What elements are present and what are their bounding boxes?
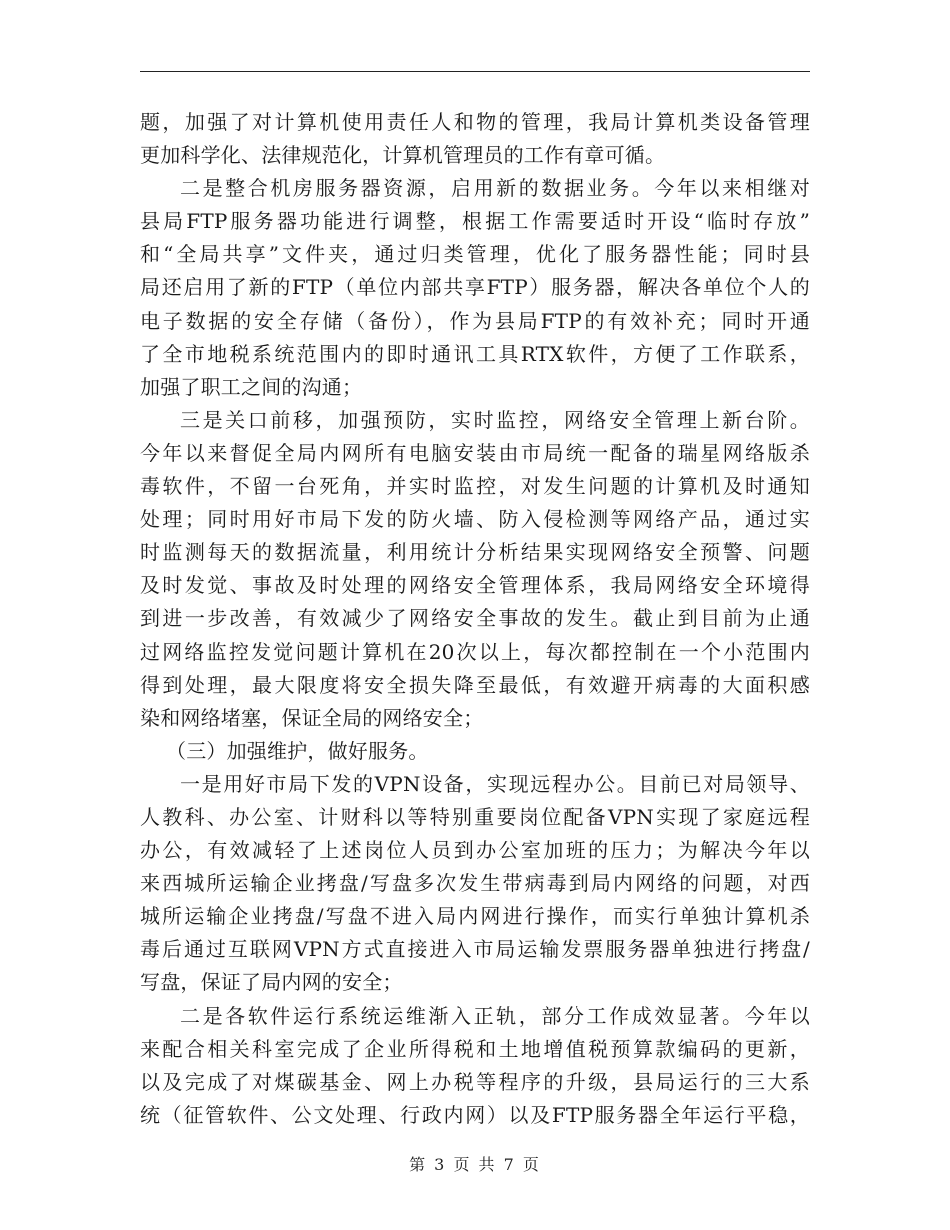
page-footer: 第 3 页 共 7 页: [409, 1155, 541, 1174]
text-line: 来配合相关科室完成了企业所得税和土地增值税预算款编码的更新，: [140, 1036, 810, 1061]
text-line: 人教科、办公室、计财科以等特别重要岗位配备VPN实现了家庭远程: [140, 804, 810, 829]
header-rule: [140, 71, 810, 72]
text-line: 局还启用了新的FTP（单位内部共享FTP）服务器，解决各单位个人的: [140, 275, 810, 300]
text-line: 城所运输企业拷盘/写盘不进入局内网进行操作，而实行单独计算机杀: [140, 904, 810, 929]
text-line: 更加科学化、法律规范化，计算机管理员的工作有章可循。: [140, 143, 666, 168]
text-line: 办公，有效减轻了上述岗位人员到办公室加班的压力；为解决今年以: [140, 838, 810, 863]
text-line: （三）加强维护，做好服务。: [166, 738, 429, 763]
text-line: 统（征管软件、公文处理、行政内网）以及FTP服务器全年运行平稳，: [140, 1102, 810, 1127]
text-line: 县局FTP服务器功能进行调整，根据工作需要适时开设“临时存放”: [140, 209, 810, 234]
text-line: 电子数据的安全存储（备份），作为县局FTP的有效补充；同时开通: [140, 308, 810, 333]
text-line: 三是关口前移，加强预防，实时监控，网络安全管理上新台阶。: [180, 407, 810, 432]
text-line: 到进一步改善，有效减少了网络安全事故的发生。截止到目前为止通: [140, 606, 810, 631]
text-line: 写盘，保证了局内网的安全；: [140, 970, 403, 995]
text-line: 过网络监控发觉问题计算机在20次以上，每次都控制在一个小范围内: [140, 639, 810, 664]
text-line: 处理；同时用好市局下发的防火墙、防入侵检测等网络产品，通过实: [140, 507, 810, 532]
text-line: 以及完成了对煤碳基金、网上办税等程序的升级，县局运行的三大系: [140, 1069, 810, 1094]
text-line: 二是整合机房服务器资源，启用新的数据业务。今年以来相继对: [180, 176, 810, 201]
text-line: 和“全局共享”文件夹，通过归类管理，优化了服务器性能；同时县: [140, 242, 810, 267]
text-line: 加强了职工之间的沟通；: [140, 374, 363, 399]
text-line: 二是各软件运行系统运维渐入正轨，部分工作成效显著。今年以: [180, 1003, 810, 1028]
text-line: 毒后通过互联网VPN方式直接进入市局运输发票服务器单独进行拷盘/: [140, 937, 810, 962]
text-line: 了全市地税系统范围内的即时通讯工具RTX软件，方便了工作联系，: [140, 341, 810, 366]
text-line: 时监测每天的数据流量，利用统计分析结果实现网络安全预警、问题: [140, 540, 810, 565]
text-line: 今年以来督促全局内网所有电脑安装由市局统一配备的瑞星网络版杀: [140, 440, 810, 465]
text-line: 一是用好市局下发的VPN设备，实现远程办公。目前已对局领导、: [180, 771, 810, 796]
text-line: 毒软件，不留一台死角，并实时监控，对发生问题的计算机及时通知: [140, 474, 810, 499]
text-line: 来西城所运输企业拷盘/写盘多次发生带病毒到局内网络的问题，对西: [140, 871, 810, 896]
text-line: 及时发觉、事故及时处理的网络安全管理体系，我局网络安全环境得: [140, 573, 810, 598]
text-line: 染和网络堵塞，保证全局的网络安全；: [140, 705, 484, 730]
text-line: 得到处理，最大限度将安全损失降至最低，有效避开病毒的大面积感: [140, 672, 810, 697]
text-line: 题，加强了对计算机使用责任人和物的管理，我局计算机类设备管理: [140, 110, 810, 134]
document-body: [140, 106, 810, 1132]
